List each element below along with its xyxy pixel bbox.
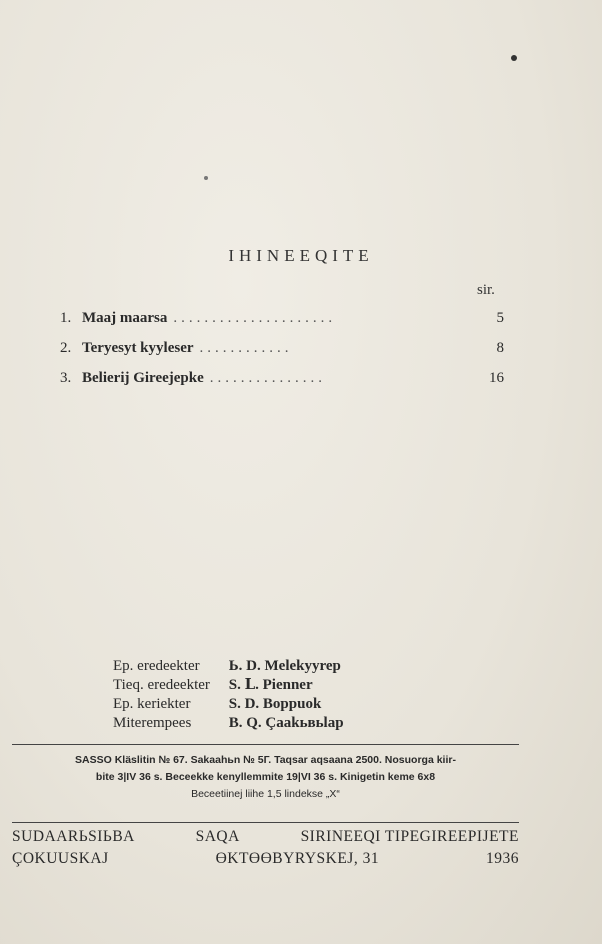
toc-item-title: Belierij Gireejepke — [82, 370, 204, 386]
credits-block — [113, 657, 344, 733]
credit-name: B. Q. Çaakьвьlap — [228, 715, 344, 731]
publisher-name-part: SUDAARЬSIЬBA — [12, 828, 135, 845]
credit-name: S. Ⅼ. Pienner — [228, 677, 313, 693]
publisher-name-part: SAQA — [195, 828, 240, 845]
ink-spot — [204, 176, 208, 180]
page-column-label: sir. — [477, 282, 495, 298]
toc-item-number: 1. — [60, 310, 72, 326]
publication-year: 1936 — [485, 850, 519, 867]
imprint-line: bite 3|IV 36 s. Beceekke kenyllemmite 19|VI 36 s. Kinigetin keme 6x8 — [95, 771, 436, 783]
credit-line — [113, 657, 344, 676]
toc-item-leader: ............ — [199, 340, 293, 356]
publisher-name-part: SIRINEEQI TIPEGIREEPIJETE — [300, 828, 519, 845]
credit-role: Tieq. eredeekter — [113, 677, 210, 693]
credit-role: Ep. eredeekter — [113, 658, 200, 674]
imprint-line: Beceetiinej liihe 1,5 lindekse „X“ — [191, 788, 340, 800]
toc-item-page: 5 — [496, 310, 504, 326]
divider-bottom — [12, 822, 519, 823]
credit-line — [113, 676, 344, 695]
divider-top — [12, 744, 519, 745]
toc-item-title: Maaj maarsa — [82, 310, 168, 326]
toc-title: IHINEEQITE — [228, 246, 374, 265]
footer-line — [12, 828, 519, 850]
toc-item-number: 2. — [60, 340, 72, 356]
credit-name: Ь. D. Melekyyrep — [228, 658, 341, 674]
toc-item-leader: ..................... — [173, 310, 337, 326]
credit-role: Miterempees — [113, 715, 192, 731]
credit-role: Ep. keriekter — [113, 696, 191, 712]
publisher-address: ƟKTƟƟBYRYSKEJ, 31 — [215, 850, 380, 867]
toc-item — [60, 340, 504, 362]
publisher-city: ÇOKUUSKAJ — [12, 850, 109, 867]
imprint-block — [12, 752, 519, 803]
credit-name: S. D. Boppuok — [228, 696, 322, 712]
toc-item-page: 16 — [489, 370, 504, 386]
ink-spot — [511, 55, 517, 61]
toc-item-page: 8 — [496, 340, 504, 356]
toc-item — [60, 310, 504, 332]
publisher-footer — [12, 828, 519, 872]
toc-item-title: Teryesyt kyyleser — [82, 340, 194, 356]
footer-line — [12, 850, 519, 872]
toc-item-number: 3. — [60, 370, 72, 386]
toc-item-leader: ............... — [209, 370, 327, 386]
imprint-line: SASSO Kläslitin № 67. Sakaahьn № 5Г. Taqsar aqsaana 2500. Nosuorga kiir- — [75, 754, 456, 766]
toc-item — [60, 370, 504, 392]
credit-line — [113, 714, 344, 733]
credit-line — [113, 695, 344, 714]
